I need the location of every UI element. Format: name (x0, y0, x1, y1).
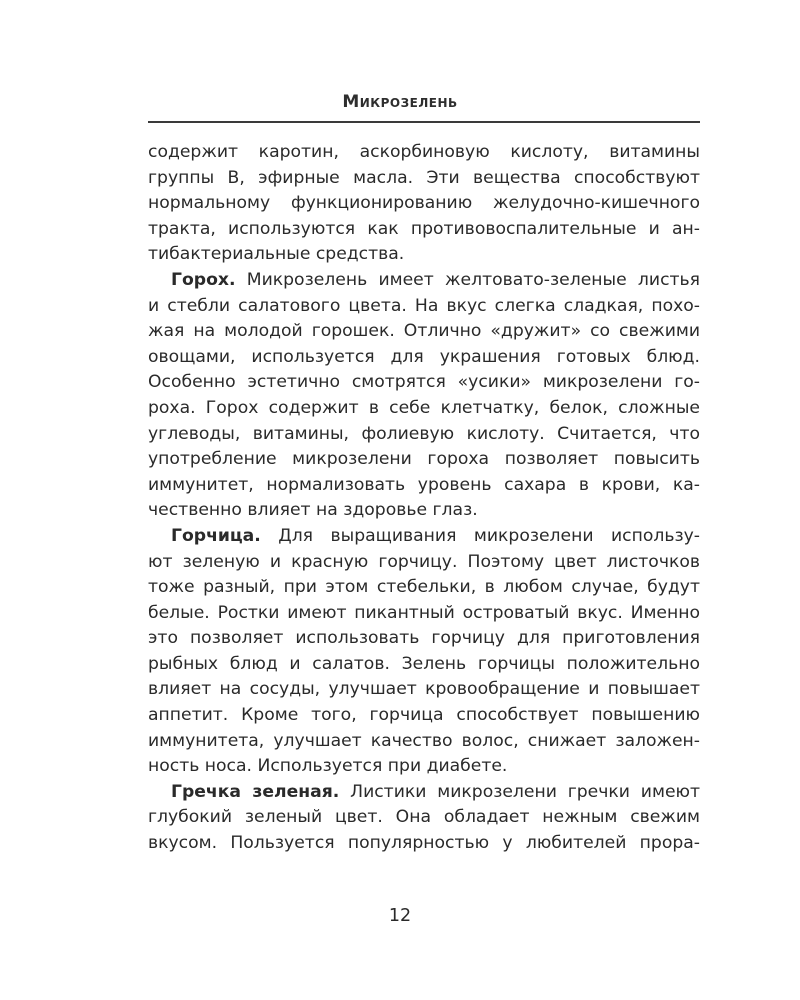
paragraph-continuation (148, 140, 700, 268)
text-line: тракта, используются как противовоспалительные и ан- (148, 218, 700, 239)
text-line: употребление микрозелени гороха позволяет повысить (148, 449, 700, 470)
lead-term: Гречка зеленая. (171, 781, 340, 802)
text-line: это позволяет использовать горчицу для приготовления (148, 628, 700, 649)
text-line: и стебли салатового цвета. На вкус слегка сладкая, похо- (148, 295, 700, 316)
page-number: 12 (388, 906, 412, 926)
running-head-title: Микрозелень (342, 92, 458, 112)
text-line: аппетит. Кроме того, горчица способствует повышению (148, 705, 700, 726)
text-line: вкусом. Пользуется популярностью у любителей прора- (148, 833, 700, 854)
header-rule (148, 121, 700, 123)
text-line: группы В, эфирные масла. Эти вещества способствуют (148, 167, 700, 188)
text-line: овощами, используется для украшения готовых блюд. (148, 346, 700, 367)
lead-term: Горох. (171, 269, 236, 290)
text-line: тоже разный, при этом стебельки, в любом случае, будут (148, 577, 700, 598)
text-line: глубокий зеленый цвет. Она обладает нежным свежим (148, 807, 700, 828)
text-line-lead (148, 268, 700, 294)
text-line: углеводы, витамины, фолиевую кислоту. Считается, что (148, 423, 700, 444)
text-line: ность носа. Используется при диабете. (148, 756, 508, 777)
text-line-lead (148, 780, 700, 806)
text-line: жая на молодой горошек. Отлично «дружит» со свежими (148, 321, 700, 342)
text-line: белые. Ростки имеют пикантный островатый вкус. Именно (148, 602, 700, 623)
text-line: тибактериальные средства. (148, 244, 405, 265)
text-line: нормальному функционированию желудочно-кишечного (148, 193, 700, 214)
text-line: Особенно эстетично смотрятся «усики» микрозелени го- (148, 372, 700, 393)
lead-text: Микрозелень имеет желтовато-зеленые листья (246, 269, 700, 290)
page-body (148, 140, 700, 857)
text-line: рыбных блюд и салатов. Зелень горчицы положительно (148, 653, 700, 674)
text-line: влияет на сосуды, улучшает кровообращение и повышает (148, 679, 700, 700)
lead-text: Для выращивания микрозелени использу- (278, 525, 700, 546)
paragraph-peas (148, 268, 700, 524)
lead-term: Горчица. (171, 525, 261, 546)
text-line: чественно влияет на здоровье глаз. (148, 500, 478, 521)
text-line: содержит каротин, аскорбиновую кислоту, витамины (148, 142, 700, 162)
paragraph-mustard (148, 524, 700, 780)
text-line: роха. Горох содержит в себе клетчатку, белок, сложные (148, 397, 700, 418)
lead-text: Листики микрозелени гречки имеют (350, 781, 700, 802)
text-line-lead (148, 524, 700, 550)
paragraph-green-buckwheat (148, 780, 700, 857)
text-line: иммунитет, нормализовать уровень сахара в крови, ка- (148, 474, 700, 495)
text-line: иммунитета, улучшает качество волос, снижает заложен- (148, 730, 700, 751)
text-line: ют зеленую и красную горчицу. Поэтому цвет листочков (148, 551, 700, 572)
